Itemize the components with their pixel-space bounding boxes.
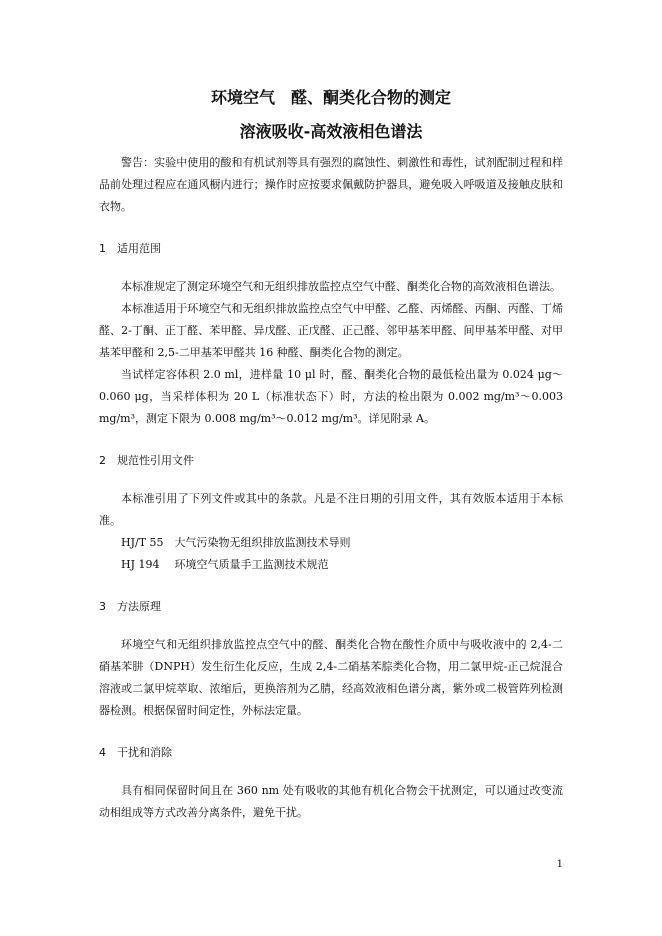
document-title-line1: 环境空气 醛、酮类化合物的测定 [210, 88, 451, 107]
page-number: 1 [556, 859, 563, 870]
reference-item [99, 554, 563, 576]
reference-code: HJ/T 55 [121, 536, 164, 549]
document-body [99, 84, 563, 824]
reference-name: 大气污染物无组织排放监测技术导则 [174, 536, 351, 549]
reference-item [99, 532, 563, 554]
paragraph: 具有相同保留时间且在 360 nm 处有吸收的其他有机化合物会干扰测定，可以通过改变流动相组成等方式改善分离条件，避免干扰。 [99, 784, 563, 819]
section-heading-2 [99, 452, 563, 470]
section-title: 方法原理 [117, 600, 161, 613]
section-number: 2 [99, 454, 106, 467]
section-number: 3 [99, 600, 106, 613]
document-title-line2: 溶液吸收-高效液相色谱法 [239, 122, 423, 141]
section-title: 干扰和消除 [117, 746, 172, 759]
paragraph: 当试样定容体积 2.0 ml，进样量 10 μl 时，醛、酮类化合物的最低检出量为 0.024 μg～0.060 μg，当采样体积为 20 L（标准状态下）时，方法的检出限为 0.002 mg/m³～0.003 mg/m³，测定下限为 0.008 mg/m³～0.012 mg/m³。详见附录 A。 [99, 368, 563, 425]
reference-code: HJ 194 [121, 558, 160, 571]
section-number: 4 [99, 746, 106, 759]
section-heading-3 [99, 598, 563, 616]
section-title: 适用范围 [117, 242, 161, 255]
paragraph: 本标准规定了测定环境空气和无组织排放监控点空气中醛、酮类化合物的高效液相色谱法。 [121, 280, 561, 293]
section-number: 1 [99, 242, 106, 255]
reference-name: 环境空气质量手工监测技术规范 [174, 558, 329, 571]
paragraph: 本标准适用于环境空气和无组织排放监控点空气中甲醛、乙醛、丙烯醛、丙酮、丙醛、丁烯醛、2-丁酮、正丁醛、苯甲醛、异戊醛、正戊醛、正己醛、邻甲基苯甲醛、间甲基苯甲醛、对甲基苯甲醛和 2,5-二甲基苯甲醛共 16 种醛、酮类化合物的测定。 [99, 302, 563, 359]
section-title: 规范性引用文件 [117, 454, 194, 467]
section-heading-4 [99, 744, 563, 762]
section-heading-1 [99, 240, 563, 258]
warning-paragraph: 警告：实验中使用的酸和有机试剂等具有强烈的腐蚀性、刺激性和毒性，试剂配制过程和样品前处理过程应在通风橱内进行；操作时应按要求佩戴防护器具，避免吸入呼吸道及接触皮肤和衣物。 [99, 156, 563, 213]
paragraph: 本标准引用了下列文件或其中的条款。凡是不注日期的引用文件，其有效版本适用于本标准。 [99, 492, 563, 527]
paragraph: 环境空气和无组织排放监控点空气中的醛、酮类化合物在酸性介质中与吸收液中的 2,4-二硝基苯肼（DNPH）发生衍生化反应，生成 2,4-二硝基苯腙类化合物，用二氯甲烷-正己烷混合溶液或二氯甲烷萃取、浓缩后，更换溶剂为乙腈，经高效液相色谱分离，紫外或二极管阵列检测器检测。根据保留时间定性，外标法定量。 [99, 638, 563, 717]
